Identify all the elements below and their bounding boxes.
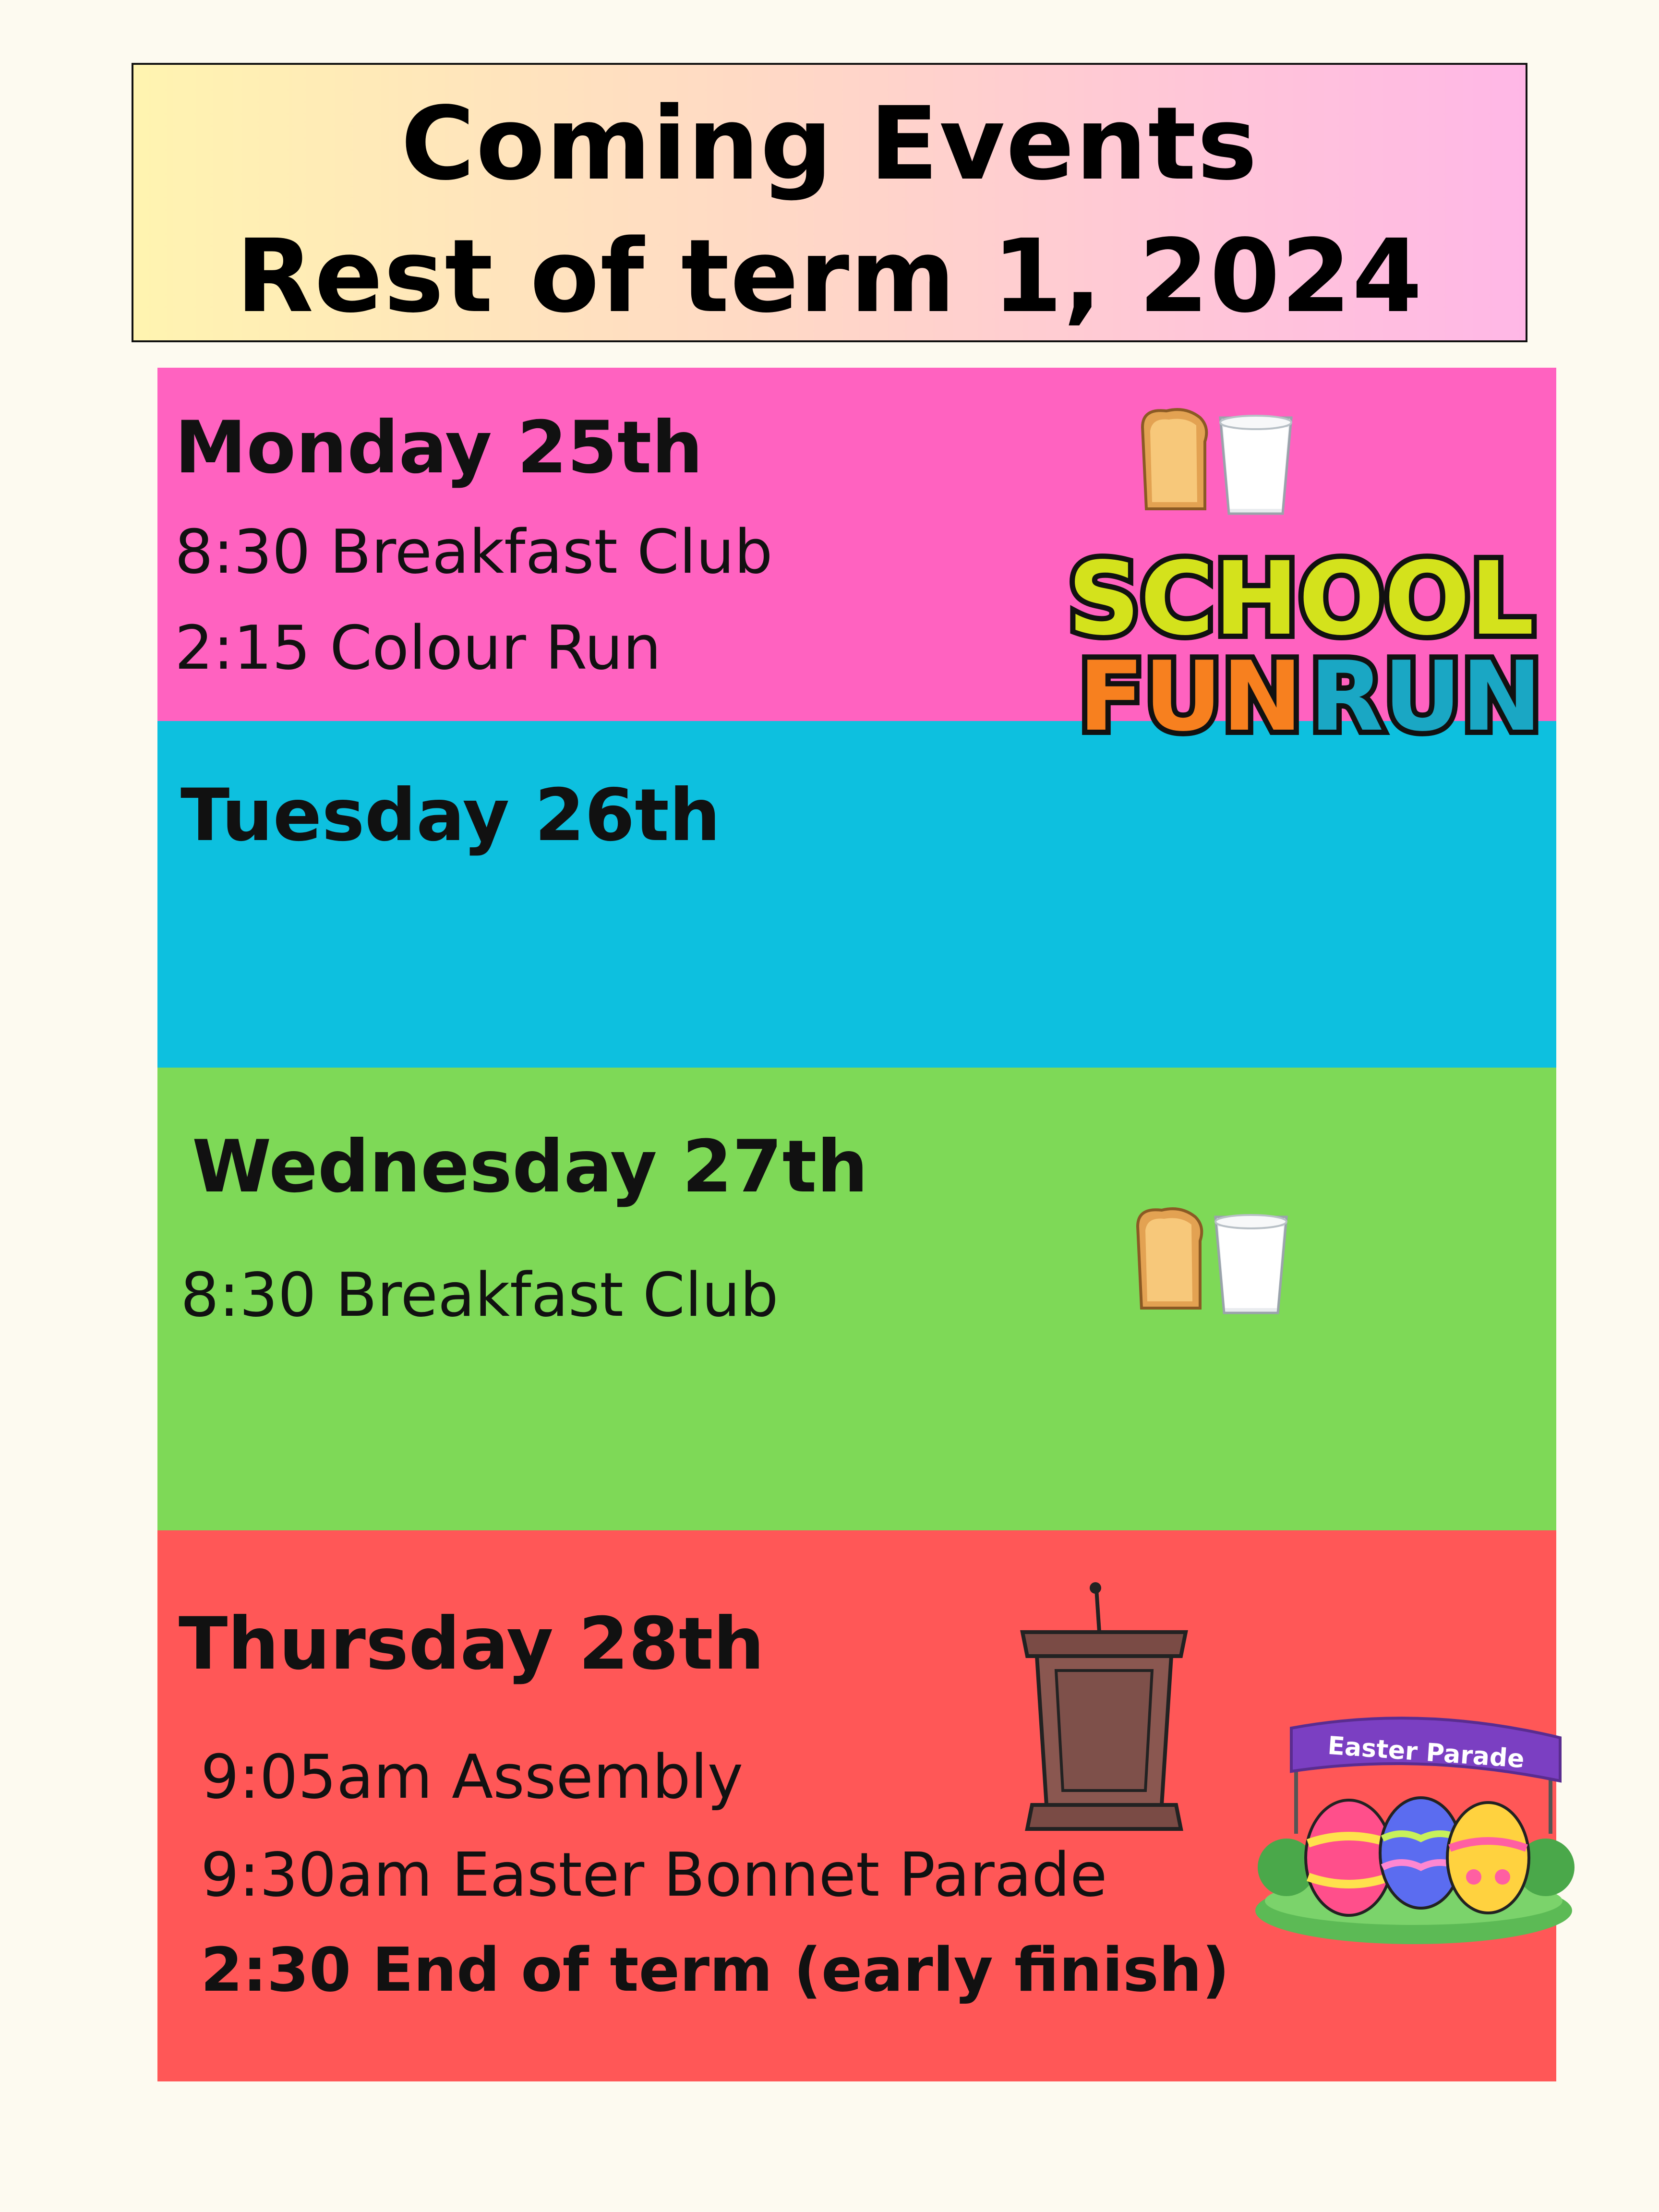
page-title: Coming Events (401, 85, 1258, 203)
day-title-monday: Monday 25th (175, 406, 703, 490)
event-item: 9:30am Easter Bonnet Parade (201, 1839, 1107, 1910)
event-item-highlight: 2:30 End of term (early finish) (201, 1935, 1230, 2005)
easter-banner-text: Easter Parade (1326, 1731, 1526, 1774)
easter-eggs-icon (1248, 1709, 1579, 1949)
day-title-wednesday: Wednesday 27th (192, 1125, 868, 1209)
day-panel-tuesday (157, 721, 1556, 1068)
toast-icon (1138, 1209, 1202, 1308)
logo-word-run: RUN (1310, 641, 1542, 744)
milk-glass-icon (1215, 1215, 1286, 1313)
logo-word-fun: FUN (1078, 641, 1303, 744)
day-title-thursday: Thursday 28th (179, 1602, 765, 1686)
event-item: 8:30 Breakfast Club (180, 1260, 779, 1330)
event-item: 8:30 Breakfast Club (175, 517, 773, 587)
event-item: 9:05am Assembly (201, 1742, 744, 1812)
toast-icon (1142, 409, 1206, 509)
page-subtitle: Rest of term 1, 2024 (236, 217, 1423, 335)
school-fun-run-logo (1032, 542, 1579, 744)
day-title-tuesday: Tuesday 26th (180, 774, 721, 857)
logo-word-school: SCHOOL (1068, 542, 1534, 658)
breakfast-icon (1128, 1205, 1301, 1320)
milk-glass-icon (1220, 416, 1291, 514)
title-box (132, 63, 1527, 342)
event-item: 2:15 Colour Run (175, 613, 661, 683)
podium-icon (1018, 1579, 1190, 1839)
breakfast-icon (1133, 408, 1306, 518)
day-panel-wednesday (157, 1068, 1556, 1530)
